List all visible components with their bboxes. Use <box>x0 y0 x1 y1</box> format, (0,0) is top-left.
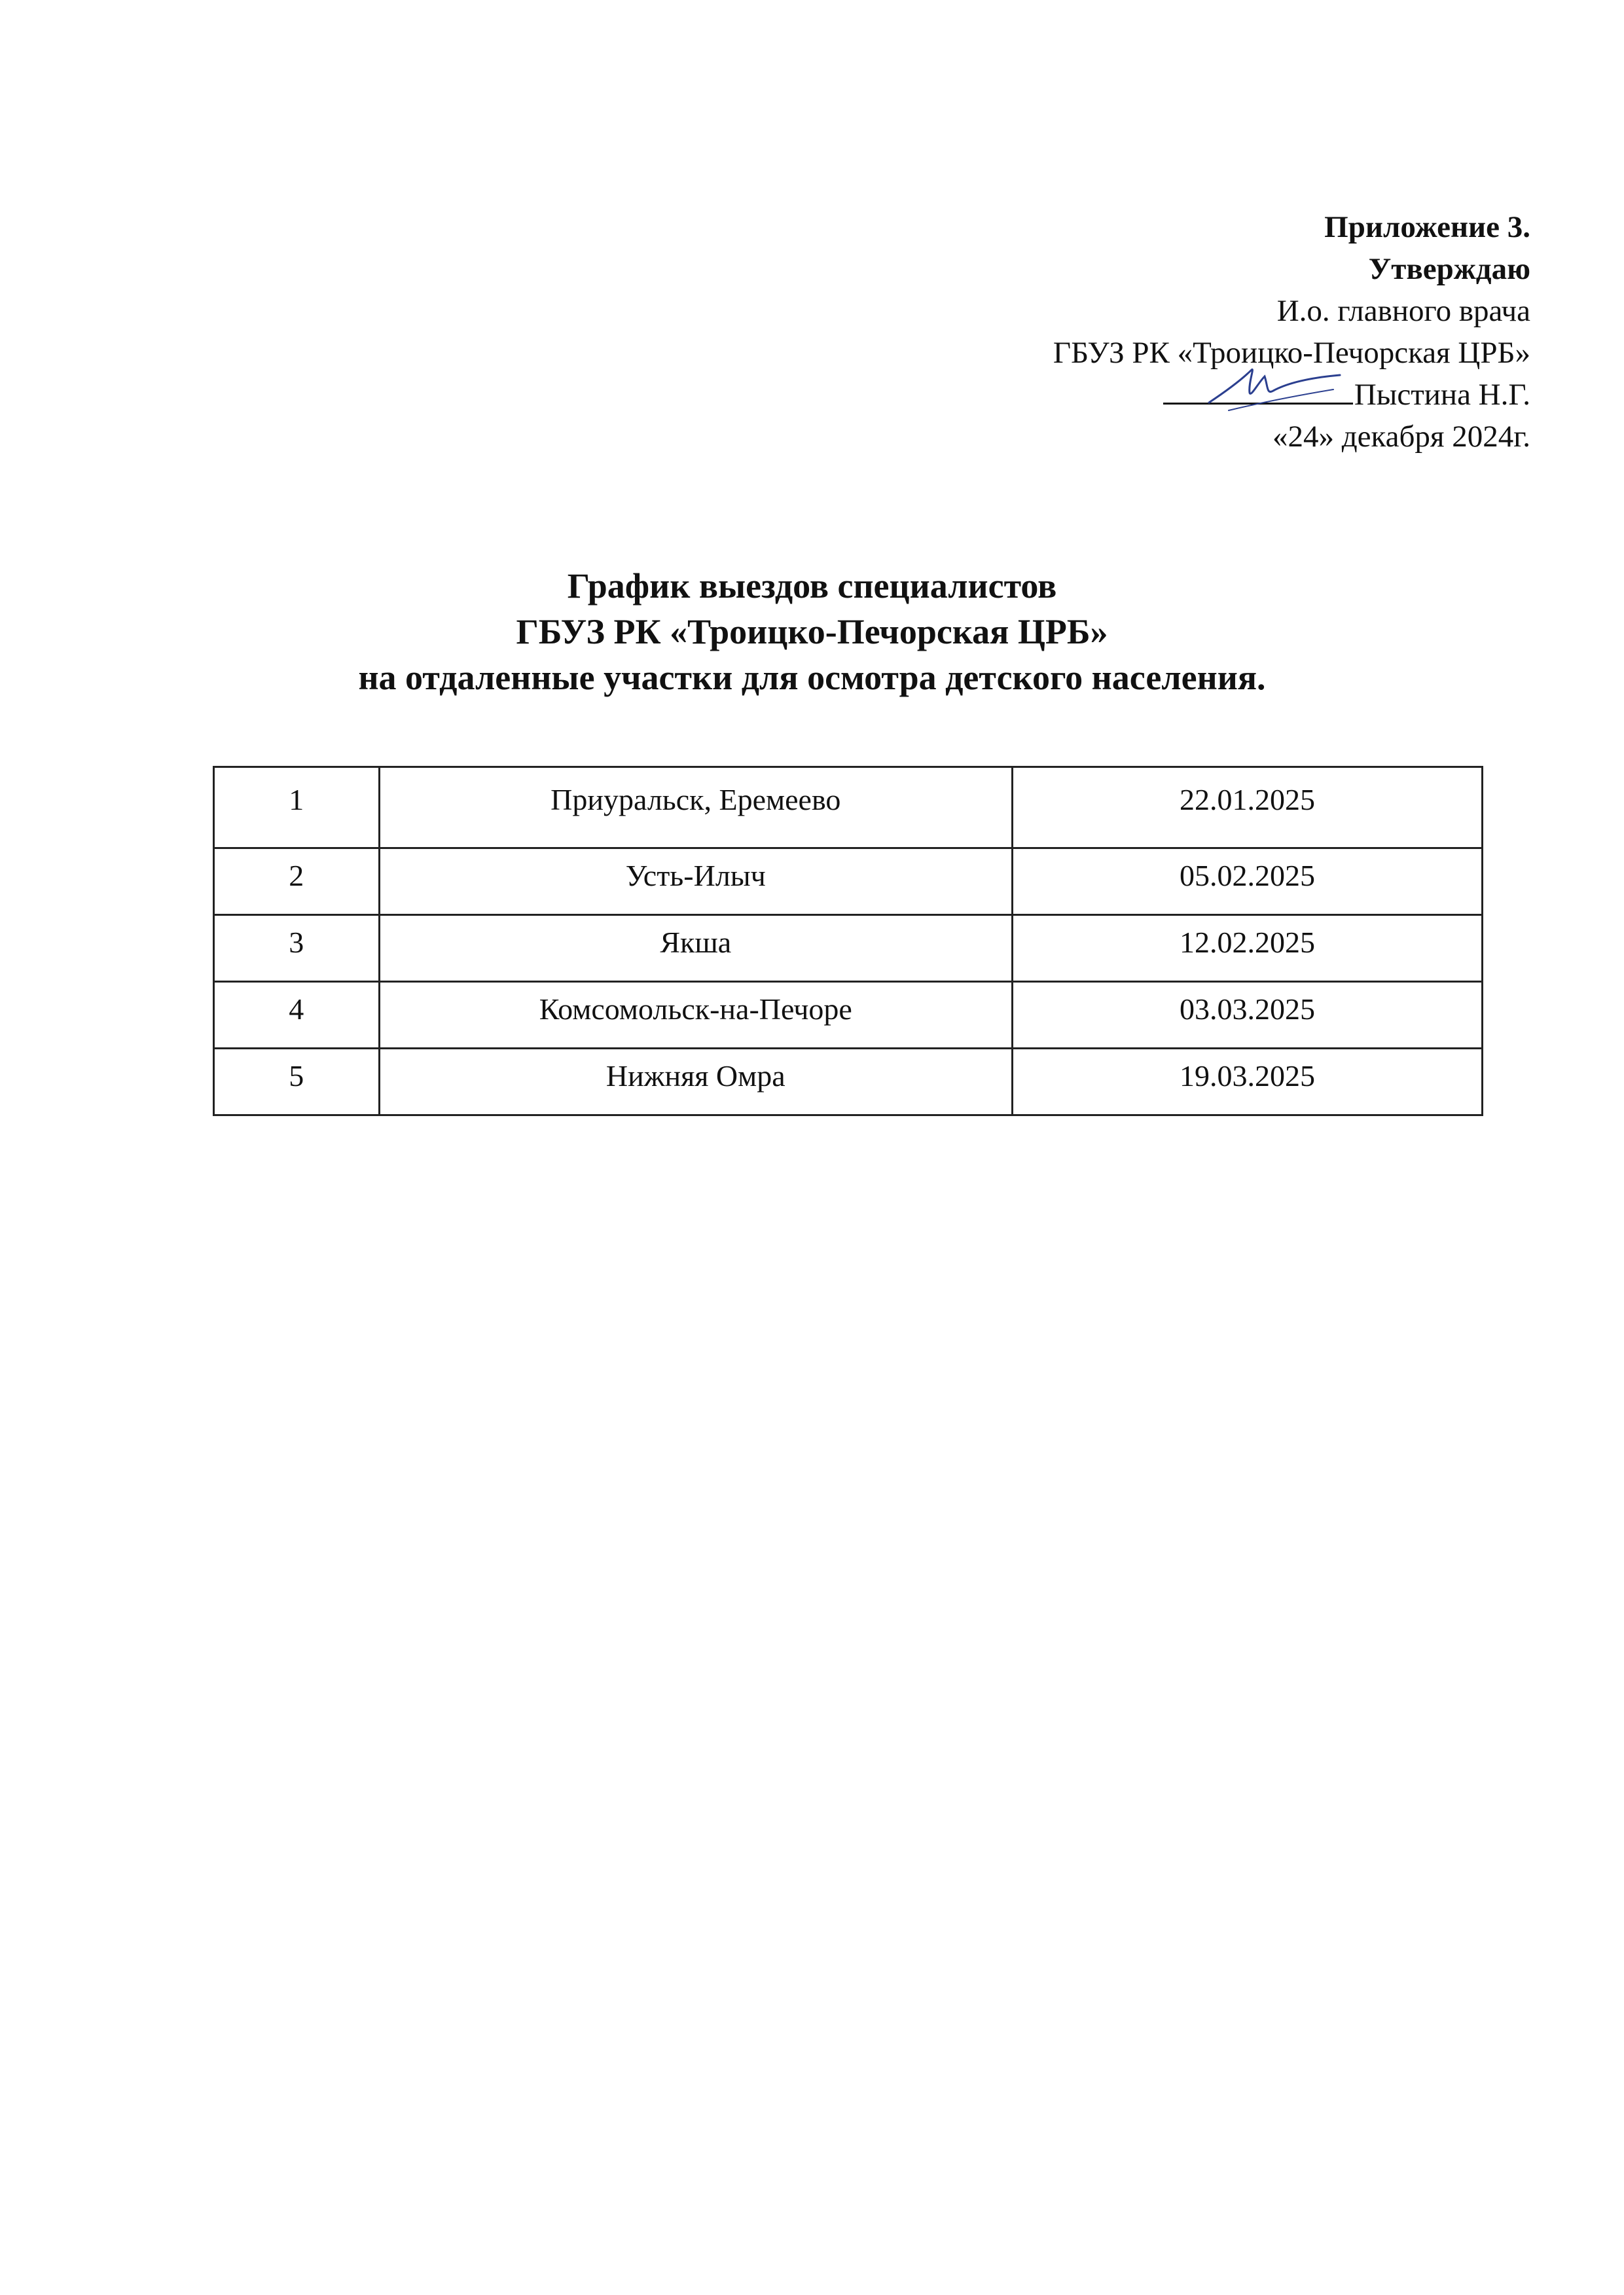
row-number: 3 <box>214 915 380 982</box>
signature-line <box>745 374 1530 416</box>
appendix-label: Приложение 3. <box>1324 210 1530 244</box>
handwritten-signature <box>1202 357 1346 416</box>
approval-date: «24» декабря 2024г. <box>1272 420 1530 454</box>
table-row <box>214 982 1483 1049</box>
visit-date: 12.02.2025 <box>1013 915 1483 982</box>
visit-location: Приуральск, Еремеево <box>379 767 1013 848</box>
title-line-3: на отдаленные участки для осмотра детского населения. <box>358 658 1266 697</box>
row-number: 5 <box>214 1049 380 1115</box>
visit-date: 22.01.2025 <box>1013 767 1483 848</box>
row-number: 2 <box>214 848 380 915</box>
visit-location: Нижняя Омра <box>379 1049 1013 1115</box>
title-line-2: ГБУЗ РК «Троицко-Печорская ЦРБ» <box>516 612 1108 651</box>
document-title <box>0 563 1624 700</box>
table-row <box>214 1049 1483 1115</box>
row-number: 4 <box>214 982 380 1049</box>
visit-date: 05.02.2025 <box>1013 848 1483 915</box>
approve-label: Утверждаю <box>1368 252 1530 286</box>
visit-date: 03.03.2025 <box>1013 982 1483 1049</box>
table-row <box>214 848 1483 915</box>
visit-location: Якша <box>379 915 1013 982</box>
schedule-table <box>213 766 1483 1116</box>
organization-label: ГБУЗ РК «Троицко-Печорская ЦРБ» <box>1053 336 1530 370</box>
visit-location: Усть-Илыч <box>379 848 1013 915</box>
position-label: И.о. главного врача <box>1276 294 1530 328</box>
visit-location: Комсомольск-на-Печоре <box>379 982 1013 1049</box>
signature-blank <box>1163 376 1353 405</box>
approval-block <box>745 206 1530 458</box>
signer-name: Пыстина Н.Г. <box>1354 378 1530 412</box>
title-line-1: График выездов специалистов <box>567 566 1057 605</box>
table-row <box>214 915 1483 982</box>
visit-date: 19.03.2025 <box>1013 1049 1483 1115</box>
table-row <box>214 767 1483 848</box>
row-number: 1 <box>214 767 380 848</box>
